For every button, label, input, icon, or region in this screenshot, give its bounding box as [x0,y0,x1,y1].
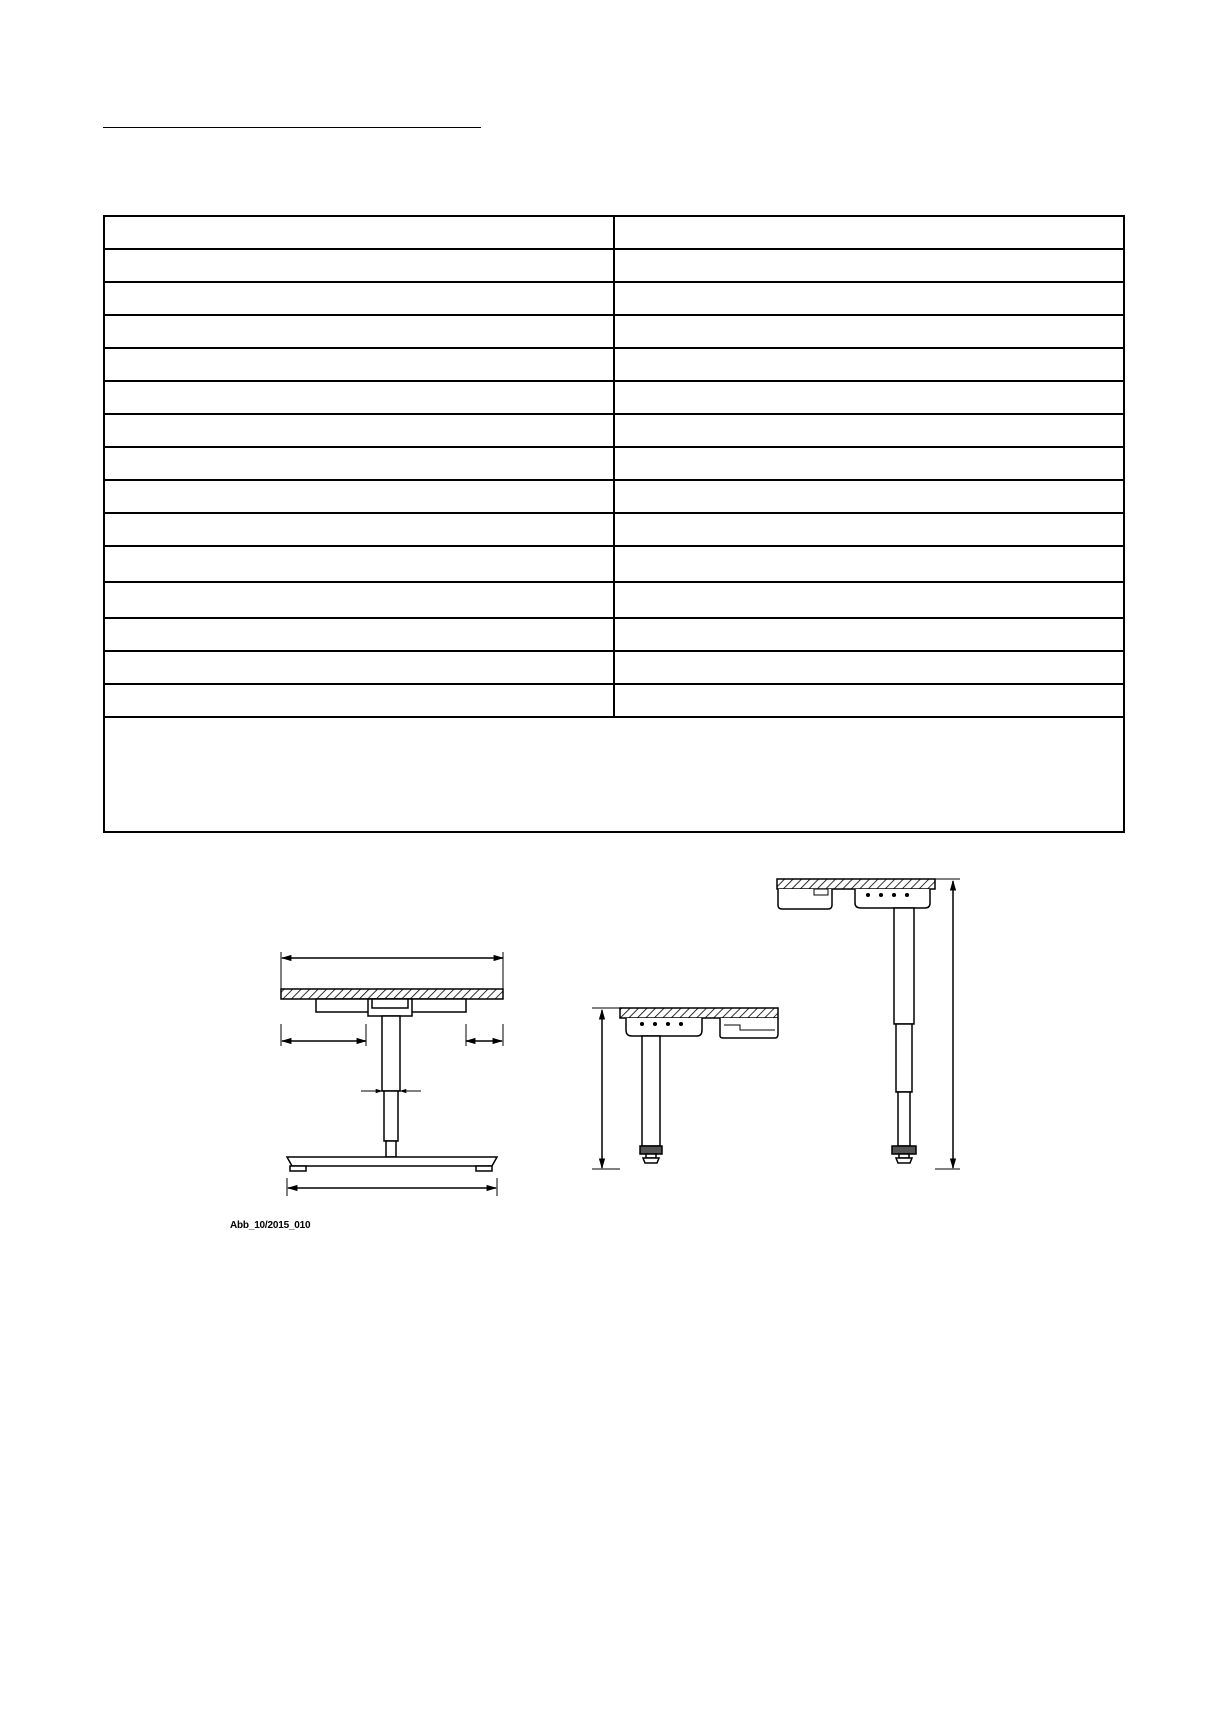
table-row [104,651,1124,684]
table-cell [614,618,1124,651]
table-cell [104,249,614,282]
table-cell [614,651,1124,684]
table-cell [614,315,1124,348]
table-cell [614,546,1124,582]
table-row [104,315,1124,348]
table-cell [614,447,1124,480]
leg-column [382,1016,400,1091]
table-row [104,348,1124,381]
table-cell [104,282,614,315]
leg-foot [287,1157,497,1166]
table-note-cell [104,717,1124,832]
table-row [104,582,1124,618]
table-row [104,381,1124,414]
title-underline [103,127,481,128]
table-row [104,618,1124,651]
table-cell [614,684,1124,717]
tabletop [620,1008,778,1018]
table-row [104,414,1124,447]
table-cell [104,651,614,684]
table-cell [614,480,1124,513]
leg-column [642,1036,660,1146]
tabletop [777,879,935,889]
table-cell [104,447,614,480]
table-cell [104,348,614,381]
table-cell [614,582,1124,618]
table-row [104,480,1124,513]
table-cell [104,513,614,546]
table-cell [104,414,614,447]
table-note-row [104,717,1124,832]
table-cell [614,513,1124,546]
table-cell [104,315,614,348]
table-cell [614,216,1124,249]
table-cell [104,618,614,651]
spec-table [103,215,1125,833]
table-cell [614,348,1124,381]
table-cell [104,480,614,513]
table-cell [614,381,1124,414]
table-row [104,684,1124,717]
table-cell [614,249,1124,282]
side-view-raised [777,879,960,1169]
front-view [281,952,503,1196]
table-cell [614,414,1124,447]
table-row [104,513,1124,546]
table-cell [614,282,1124,315]
table-cell [104,216,614,249]
table-cell [104,546,614,582]
table-row [104,249,1124,282]
table-row [104,447,1124,480]
leg-column [894,908,914,1024]
table-cell [104,684,614,717]
table-cell [104,582,614,618]
tabletop [281,989,503,999]
table-row [104,282,1124,315]
table-row [104,216,1124,249]
side-view-lowered [592,1008,778,1169]
figure-caption: Abb_10/2015_010 [230,1220,311,1231]
table-cell [104,381,614,414]
desk-technical-drawing [0,860,1226,1240]
table-row [104,546,1124,582]
